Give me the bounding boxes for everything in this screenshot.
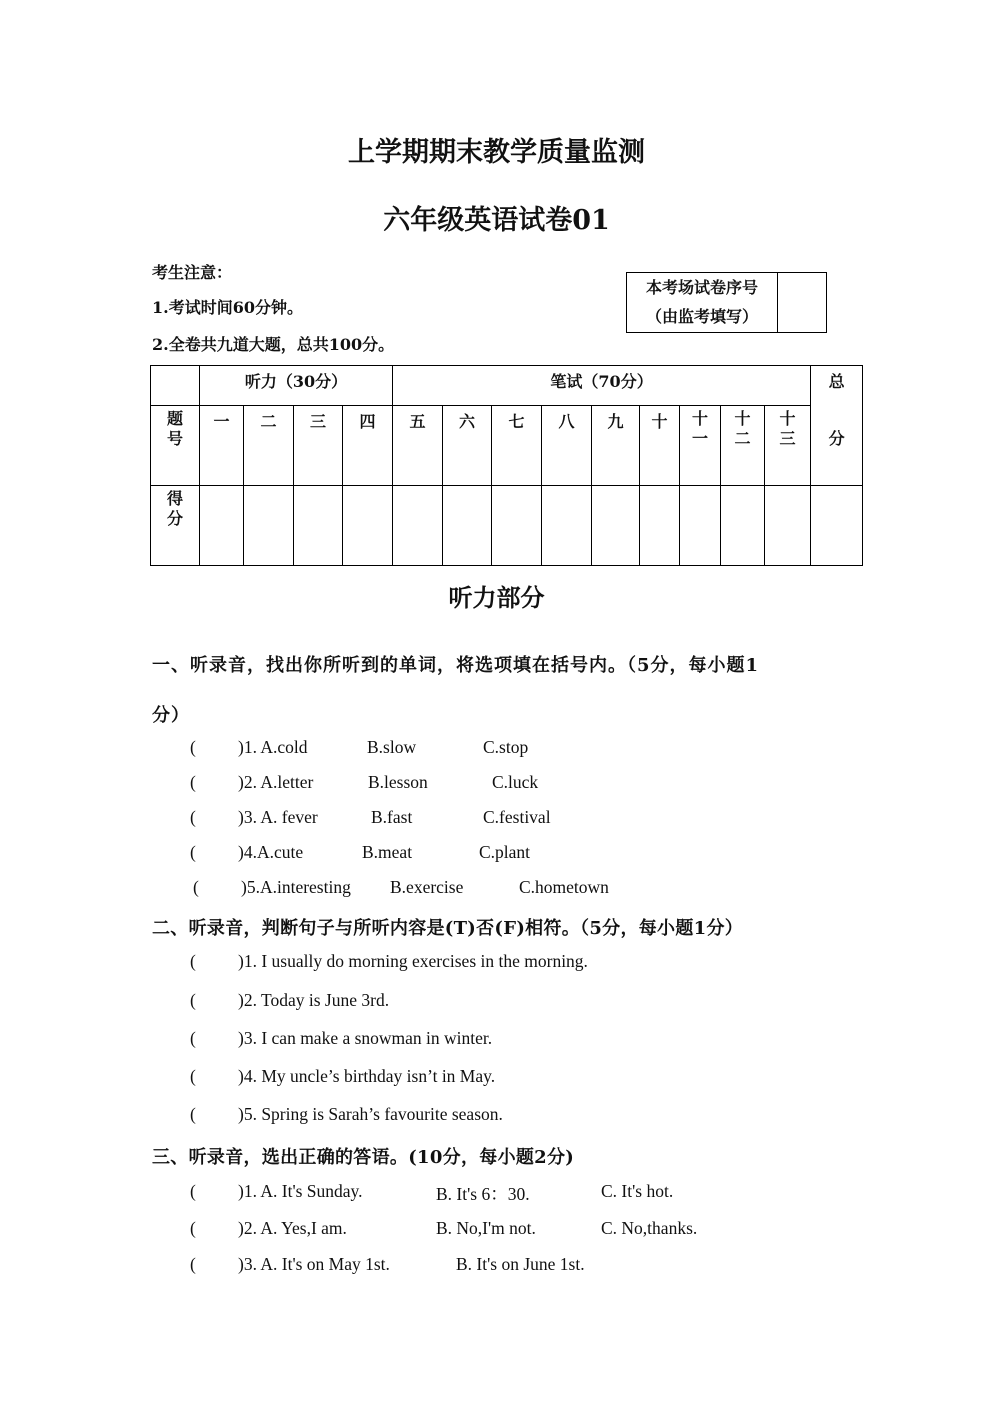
q2-statement: )2. Today is June 3rd. [238, 990, 390, 1010]
answer-blank[interactable]: ( [190, 1181, 196, 1201]
q1-heading-cont: 分） [152, 705, 190, 726]
q1-item-b: B.lesson [368, 772, 428, 792]
score-cell[interactable] [640, 486, 680, 566]
col-4: 四 [343, 406, 393, 486]
q2-statement: )3. I can make a snowman in winter. [238, 1028, 493, 1048]
col-2: 二 [244, 406, 294, 486]
row-label-number-text: 题号 [166, 409, 183, 448]
answer-blank[interactable]: ( [190, 1254, 196, 1274]
q1-item-b: B.fast [371, 807, 413, 827]
q1-item-a: )3. A. fever [238, 807, 318, 827]
q3-option-b: B. No,I'm not. [436, 1218, 536, 1238]
score-cell[interactable] [343, 486, 393, 566]
col-6: 六 [443, 406, 492, 486]
col-7: 七 [492, 406, 542, 486]
q3-option-c: C. It's hot. [601, 1181, 674, 1201]
notes-line-1: 1.考试时间60分钟。 [152, 298, 303, 317]
answer-blank[interactable]: ( [193, 877, 199, 897]
score-cell[interactable] [492, 486, 542, 566]
q3-option-a: )2. A. Yes,I am. [238, 1218, 347, 1238]
q1-item-a: )4.A.cute [238, 842, 304, 862]
score-table [150, 365, 863, 566]
answer-blank[interactable]: ( [190, 1104, 196, 1124]
score-cell[interactable] [294, 486, 343, 566]
row-label-score [151, 486, 200, 566]
score-cell[interactable] [200, 486, 244, 566]
q1-item-c: C.stop [483, 737, 529, 757]
score-cell[interactable] [592, 486, 640, 566]
col-5: 五 [393, 406, 443, 486]
score-cell[interactable] [393, 486, 443, 566]
notes-heading: 考生注意： [152, 263, 233, 282]
col-13-text: 十三 [779, 409, 796, 448]
q1-item-a: )2. A.letter [238, 772, 314, 792]
col-8: 八 [542, 406, 592, 486]
answer-blank[interactable]: ( [190, 1218, 196, 1238]
answer-blank[interactable]: ( [190, 990, 196, 1010]
score-cell[interactable] [443, 486, 492, 566]
table-corner-cell [151, 366, 200, 406]
q2-statement: )5. Spring is Sarah’s favourite season. [238, 1104, 503, 1124]
row-label-score-text: 得分 [166, 489, 183, 528]
q1-item-b: B.slow [367, 737, 417, 757]
q1-item-a: )5.A.interesting [241, 877, 351, 897]
exam-serial-label-line2: （由监考填写） [645, 307, 758, 326]
notes-line-2: 2.全卷共九道大题，总共100分。 [152, 335, 395, 354]
score-cell[interactable] [244, 486, 294, 566]
answer-blank[interactable]: ( [190, 842, 196, 862]
q1-item-c: C.festival [483, 807, 551, 827]
col-11-text: 十一 [692, 409, 709, 448]
listening-section-title: 听力部分 [448, 583, 545, 612]
q3-option-b: B. It's 6：30. [436, 1184, 530, 1204]
q1-item-b: B.meat [362, 842, 413, 862]
score-cell[interactable] [765, 486, 811, 566]
paper-subtitle: 六年级英语试卷01 [383, 205, 610, 236]
score-cell[interactable] [542, 486, 592, 566]
score-cell[interactable] [811, 486, 863, 566]
row-label-number [151, 406, 200, 486]
col-9: 九 [592, 406, 640, 486]
q1-item-b: B.exercise [390, 877, 464, 897]
col-12 [721, 406, 765, 486]
exam-serial-label [627, 273, 778, 332]
col-13 [765, 406, 811, 486]
total-header-bottom: 分 [828, 429, 845, 448]
exam-serial-label-line1: 本考场试卷序号 [645, 278, 758, 297]
q3-option-a: )1. A. It's Sunday. [238, 1181, 363, 1201]
q3-option-c: C. No,thanks. [601, 1218, 698, 1238]
q3-option-a: )3. A. It's on May 1st. [238, 1254, 390, 1274]
q2-heading: 二、听录音，判断句子与所听内容是(T)否(F)相符。（5分，每小题1分） [152, 918, 744, 939]
q1-item-a: )1. A.cold [238, 737, 308, 757]
answer-blank[interactable]: ( [190, 807, 196, 827]
answer-blank[interactable]: ( [190, 1066, 196, 1086]
listening-header: 听力（30分） [200, 366, 393, 406]
q1-item-c: C.hometown [519, 877, 609, 897]
col-1: 一 [200, 406, 244, 486]
written-header: 笔试（70分） [393, 366, 811, 406]
col-10: 十 [640, 406, 680, 486]
q3-heading: 三、听录音，选出正确的答语。(10分，每小题2分) [152, 1147, 575, 1168]
col-11 [680, 406, 721, 486]
score-cell[interactable] [680, 486, 721, 566]
q3-option-b: B. It's on June 1st. [456, 1254, 585, 1274]
page-title: 上学期期末教学质量监测 [348, 137, 645, 168]
total-header [811, 366, 863, 486]
q2-statement: )1. I usually do morning exercises in the morning. [238, 951, 588, 971]
q1-heading: 一、听录音，找出你所听到的单词，将选项填在括号内。（5分，每小题1 [152, 655, 760, 676]
exam-serial-box [626, 272, 827, 333]
q1-item-c: C.plant [479, 842, 531, 862]
total-header-top: 总 [828, 372, 845, 391]
answer-blank[interactable]: ( [190, 772, 196, 792]
answer-blank[interactable]: ( [190, 951, 196, 971]
q2-statement: )4. My uncle’s birthday isn’t in May. [238, 1066, 496, 1086]
score-cell[interactable] [721, 486, 765, 566]
q1-item-c: C.luck [492, 772, 539, 792]
col-12-text: 十二 [734, 409, 751, 448]
answer-blank[interactable]: ( [190, 1028, 196, 1048]
col-3: 三 [294, 406, 343, 486]
answer-blank[interactable]: ( [190, 737, 196, 757]
